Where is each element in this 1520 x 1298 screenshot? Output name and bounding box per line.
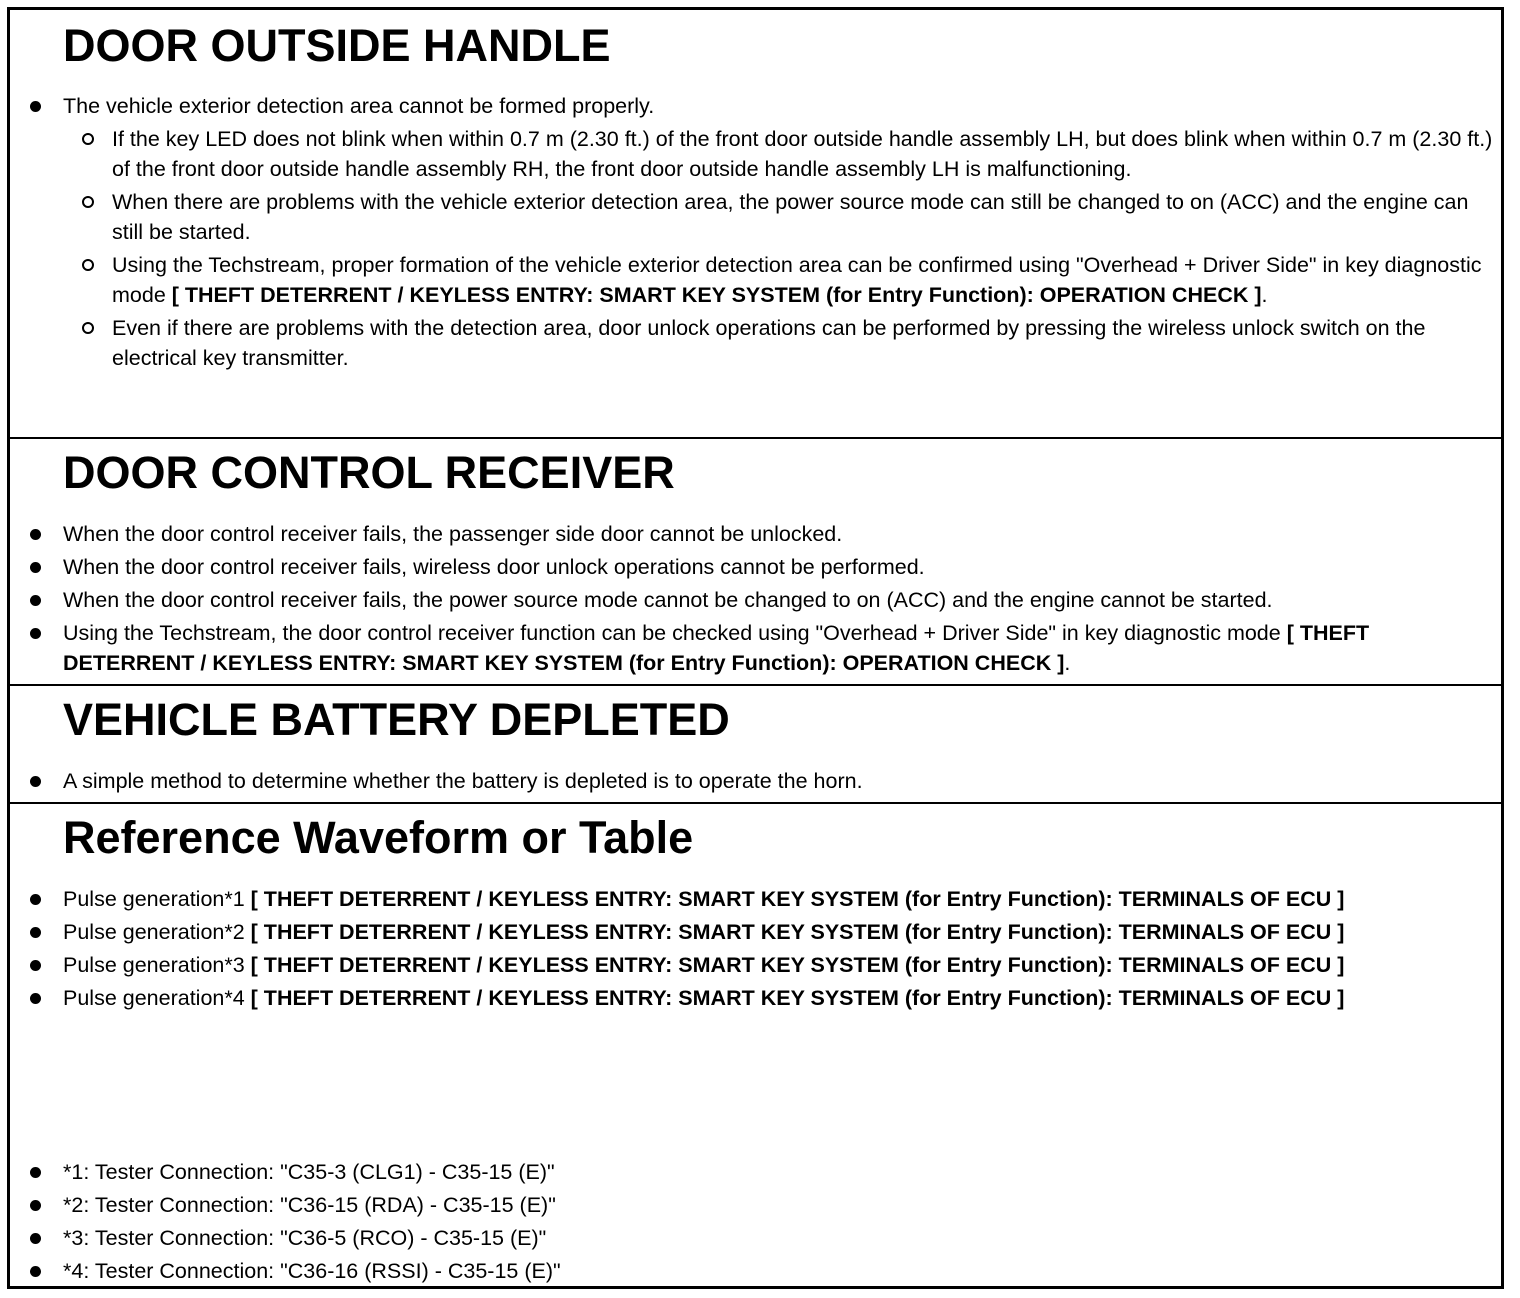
item-text: Pulse generation*4 bbox=[63, 986, 251, 1010]
item-text: *1: Tester Connection: "C35-3 (CLG1) - C35-15 (E)" bbox=[63, 1160, 555, 1184]
bullet-icon bbox=[30, 1266, 41, 1277]
section-door-control-receiver bbox=[10, 437, 1501, 684]
bullet-icon bbox=[30, 927, 41, 938]
list-item bbox=[10, 1223, 1501, 1253]
sub-bullet-icon bbox=[82, 322, 94, 334]
item-text: The vehicle exterior detection area cannot be formed properly. bbox=[63, 94, 655, 118]
bullet-icon bbox=[30, 1200, 41, 1211]
bullet-list bbox=[10, 91, 1501, 376]
section-title: DOOR CONTROL RECEIVER bbox=[63, 447, 675, 498]
sub-list-item bbox=[10, 187, 1501, 247]
terminals-of-ecu-link[interactable]: [ THEFT DETERRENT / KEYLESS ENTRY: SMART KEY SYSTEM (for Entry Function): TERMINALS OF ECU ] bbox=[250, 887, 1345, 911]
bullet-icon bbox=[30, 776, 41, 787]
bullet-icon bbox=[30, 595, 41, 606]
sub-bullet-icon bbox=[82, 259, 94, 271]
bullet-list bbox=[10, 519, 1501, 681]
list-item bbox=[10, 618, 1501, 678]
item-text: Using the Techstream, proper formation of the vehicle exterior detection area can be confirmed using "Overhead + Driver Side" in key diagnostic mode bbox=[112, 253, 1482, 307]
pulse-list bbox=[10, 884, 1501, 1016]
section-vehicle-battery-depleted bbox=[10, 684, 1501, 802]
section-title: VEHICLE BATTERY DEPLETED bbox=[63, 694, 730, 745]
list-item bbox=[10, 1256, 1501, 1286]
bullet-icon bbox=[30, 993, 41, 1004]
bullet-icon bbox=[30, 1167, 41, 1178]
section-reference-waveform bbox=[10, 802, 1501, 1286]
bullet-list bbox=[10, 766, 1501, 799]
item-text: Pulse generation*2 bbox=[63, 920, 251, 944]
list-item bbox=[10, 983, 1501, 1013]
terminals-of-ecu-link[interactable]: [ THEFT DETERRENT / KEYLESS ENTRY: SMART KEY SYSTEM (for Entry Function): TERMINALS OF ECU ] bbox=[250, 920, 1345, 944]
section-title: DOOR OUTSIDE HANDLE bbox=[63, 20, 611, 71]
sub-bullet-icon bbox=[82, 196, 94, 208]
list-item bbox=[10, 91, 1501, 121]
item-text: If the key LED does not blink when within 0.7 m (2.30 ft.) of the front door outside handle assembly LH, but does blink when within 0.7 m (2.30 ft.) of the front door outside handle assembly RH, the front door outside handle assembly LH is malfunctioning. bbox=[112, 127, 1493, 181]
item-text: When there are problems with the vehicle exterior detection area, the power source mode can still be changed to on (ACC) and the engine can still be started. bbox=[112, 190, 1469, 244]
document-frame bbox=[7, 7, 1504, 1289]
item-text: Even if there are problems with the detection area, door unlock operations can be performed by pressing the wireless unlock switch on the electrical key transmitter. bbox=[112, 316, 1426, 370]
terminals-of-ecu-link[interactable]: [ THEFT DETERRENT / KEYLESS ENTRY: SMART KEY SYSTEM (for Entry Function): TERMINALS OF ECU ] bbox=[250, 953, 1345, 977]
item-text-end: . bbox=[1261, 283, 1268, 307]
list-item bbox=[10, 766, 1501, 796]
sub-list-item bbox=[10, 250, 1501, 310]
terminals-of-ecu-link[interactable]: [ THEFT DETERRENT / KEYLESS ENTRY: SMART KEY SYSTEM (for Entry Function): TERMINALS OF ECU ] bbox=[250, 986, 1345, 1010]
list-item bbox=[10, 552, 1501, 582]
item-text: *2: Tester Connection: "C36-15 (RDA) - C35-15 (E)" bbox=[63, 1193, 556, 1217]
item-text: A simple method to determine whether the battery is depleted is to operate the horn. bbox=[63, 769, 863, 793]
bullet-icon bbox=[30, 628, 41, 639]
list-item bbox=[10, 585, 1501, 615]
item-text-end: . bbox=[1064, 651, 1071, 675]
sub-bullet-icon bbox=[82, 133, 94, 145]
list-item bbox=[10, 884, 1501, 914]
item-text: Pulse generation*3 bbox=[63, 953, 251, 977]
item-text: When the door control receiver fails, wireless door unlock operations cannot be performed. bbox=[63, 555, 925, 579]
bullet-icon bbox=[30, 101, 41, 112]
tester-connection-list bbox=[10, 1157, 1501, 1289]
item-text: *4: Tester Connection: "C36-16 (RSSI) - C35-15 (E)" bbox=[63, 1259, 561, 1283]
item-text: Pulse generation*1 bbox=[63, 887, 251, 911]
operation-check-link[interactable]: [ THEFT DETERRENT / KEYLESS ENTRY: SMART KEY SYSTEM (for Entry Function): OPERATION CHECK ] bbox=[63, 621, 1370, 675]
bullet-icon bbox=[30, 894, 41, 905]
list-item bbox=[10, 1190, 1501, 1220]
bullet-icon bbox=[30, 1233, 41, 1244]
operation-check-link[interactable]: [ THEFT DETERRENT / KEYLESS ENTRY: SMART KEY SYSTEM (for Entry Function): OPERATION CHECK ] bbox=[171, 283, 1262, 307]
section-title: Reference Waveform or Table bbox=[63, 812, 694, 863]
item-text: *3: Tester Connection: "C36-5 (RCO) - C35-15 (E)" bbox=[63, 1226, 547, 1250]
sub-list-item bbox=[10, 124, 1501, 184]
list-item bbox=[10, 519, 1501, 549]
list-item bbox=[10, 917, 1501, 947]
bullet-icon bbox=[30, 960, 41, 971]
bullet-icon bbox=[30, 562, 41, 573]
list-item bbox=[10, 1157, 1501, 1187]
list-item bbox=[10, 950, 1501, 980]
sub-list-item bbox=[10, 313, 1501, 373]
item-text: When the door control receiver fails, the passenger side door cannot be unlocked. bbox=[63, 522, 843, 546]
section-door-outside-handle bbox=[10, 10, 1501, 437]
item-text: Using the Techstream, the door control receiver function can be checked using "Overhead + Driver Side" in key diagnostic mode bbox=[63, 621, 1287, 645]
item-text: When the door control receiver fails, the power source mode cannot be changed to on (ACC) and the engine cannot be started. bbox=[63, 588, 1273, 612]
bullet-icon bbox=[30, 529, 41, 540]
